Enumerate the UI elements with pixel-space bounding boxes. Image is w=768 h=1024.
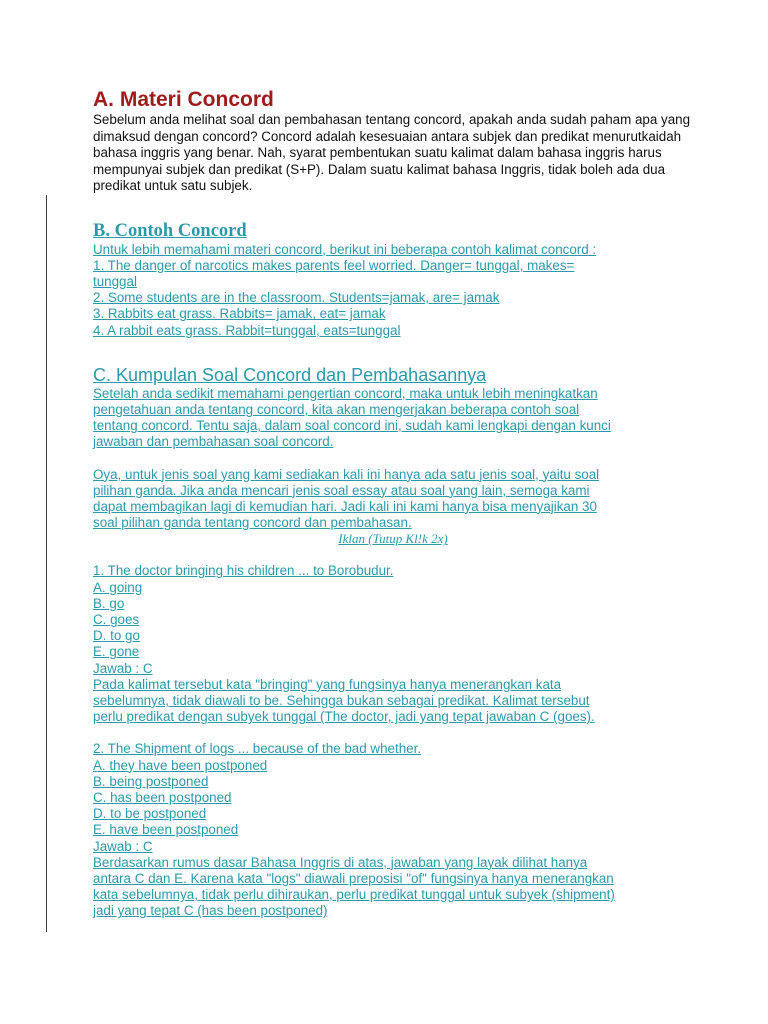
question-2-explanation[interactable]: kata sebelumnya, tidak perlu dihiraukan, perlu predikat tunggal untuk subyek (shipment) <box>93 887 615 903</box>
question-1-explanation[interactable]: Pada kalimat tersebut kata "bringing" yang fungsinya hanya menerangkan kata <box>93 676 562 692</box>
document-page <box>93 88 693 920</box>
section-b-intro[interactable]: Untuk lebih memahami materi concord, berikut ini beberapa contoh kalimat concord : <box>93 241 597 257</box>
section-c-para-2 <box>93 467 693 532</box>
question-2-option-c[interactable]: C. has been postponed <box>93 789 232 805</box>
example-4[interactable]: 4. A rabbit eats grass. Rabbit=tunggal, eats=tunggal <box>93 322 401 338</box>
section-c-para-1 <box>93 386 693 451</box>
ad-close-link[interactable]: Iklan (Tutup Kl!k 2x) <box>338 531 448 547</box>
question-2-option-d[interactable]: D. to be postponed <box>93 806 207 822</box>
section-a-title: A. Materi Concord <box>93 88 274 111</box>
question-2-explanation[interactable]: antara C dan E. Karena kata "logs" diawali preposisi "of" fungsinya hanya menerangkan <box>93 871 614 886</box>
para-1-line[interactable]: pengetahuan anda tentang concord, kita akan mengerjakan beberapa contoh soal <box>93 401 580 417</box>
example-3[interactable]: 3. Rabbits eat grass. Rabbits= jamak, eat= jamak <box>93 306 386 322</box>
margin-rule <box>46 195 47 932</box>
question-2-explanation[interactable]: jadi yang tepat C (has been postponed) <box>93 903 328 919</box>
question-1 <box>93 563 693 725</box>
question-2-option-b[interactable]: B. being postponed <box>93 773 209 789</box>
section-a-body: Sebelum anda melihat soal dan pembahasan tentang concord, apakah anda sudah paham apa yang dimaksud dengan concord? Concord adalah kesesuaian antara subjek dan predikat menurutkaidah bahasa inggris yang benar. Nah, syarat pembentukan suatu kalimat dalam bahasa inggris harus mempunyai subjek dan predikat (S+P). Dalam suatu kalimat bahasa Inggris, tidak boleh ada dua predikat untuk satu subjek. <box>93 112 691 193</box>
question-1-explanation[interactable]: sebelumnya, tidak diawali to be. Sehingga bukan sebagai predikat. Kalimat tersebut <box>93 692 590 708</box>
section-b-title[interactable]: B. Contoh Concord <box>93 220 247 241</box>
example-1-line-1[interactable]: 1. The danger of narcotics makes parents feel worried. Danger= tunggal, makes= <box>93 257 575 273</box>
example-1-line-2[interactable]: tunggal <box>93 273 137 289</box>
example-2[interactable]: 2. Some students are in the classroom. Students=jamak, are= jamak <box>93 290 500 306</box>
question-2-option-e[interactable]: E. have been postponed <box>93 822 239 838</box>
section-c-title[interactable]: C. Kumpulan Soal Concord dan Pembahasannya <box>93 364 487 385</box>
question-2 <box>93 741 693 919</box>
question-1-option-e[interactable]: E. gone <box>93 644 140 660</box>
question-1-answer[interactable]: Jawab : C <box>93 660 153 676</box>
question-1-prompt[interactable]: 1. The doctor bringing his children ... to Borobudur. <box>93 563 394 579</box>
question-2-explanation[interactable]: Berdasarkan rumus dasar Bahasa Inggris di atas, jawaban yang layak dilihat hanya <box>93 854 588 870</box>
question-1-option-c[interactable]: C. goes <box>93 611 140 627</box>
para-2-line[interactable]: soal pilihan ganda tentang concord dan pembahasan. <box>93 515 412 531</box>
question-1-option-d[interactable]: D. to go <box>93 628 140 644</box>
para-1-line[interactable]: jawaban dan pembahasan soal concord. <box>93 434 334 450</box>
para-2-line[interactable]: dapat membagikan lagi di kemudian hari. Jadi kali ini kami hanya bisa menyajikan 30 <box>93 498 597 514</box>
question-2-prompt[interactable]: 2. The Shipment of logs ... because of the bad whether. <box>93 741 422 757</box>
para-1-line[interactable]: tentang concord. Tentu saja, dalam soal concord ini, sudah kami lengkapi dengan kunci <box>93 418 611 434</box>
question-2-option-a[interactable]: A. they have been postponed <box>93 757 268 773</box>
para-2-line[interactable]: pilihan ganda. Jika anda mencari jenis soal essay atau soal yang lain, semoga kami <box>93 482 590 498</box>
para-2-line[interactable]: Oya, untuk jenis soal yang kami sediakan kali ini hanya ada satu jenis soal, yaitu soal <box>93 466 600 482</box>
question-2-answer[interactable]: Jawab : C <box>93 838 153 854</box>
question-1-explanation[interactable]: perlu predikat dengan subyek tunggal (The doctor, jadi yang tepat jawaban C (goes). <box>93 709 595 725</box>
para-1-line[interactable]: Setelah anda sedikit memahami pengertian concord, maka untuk lebih meningkatkan <box>93 385 598 401</box>
question-1-option-a[interactable]: A. going <box>93 579 143 595</box>
question-1-option-b[interactable]: B. go <box>93 595 125 611</box>
section-b-examples <box>93 242 693 339</box>
